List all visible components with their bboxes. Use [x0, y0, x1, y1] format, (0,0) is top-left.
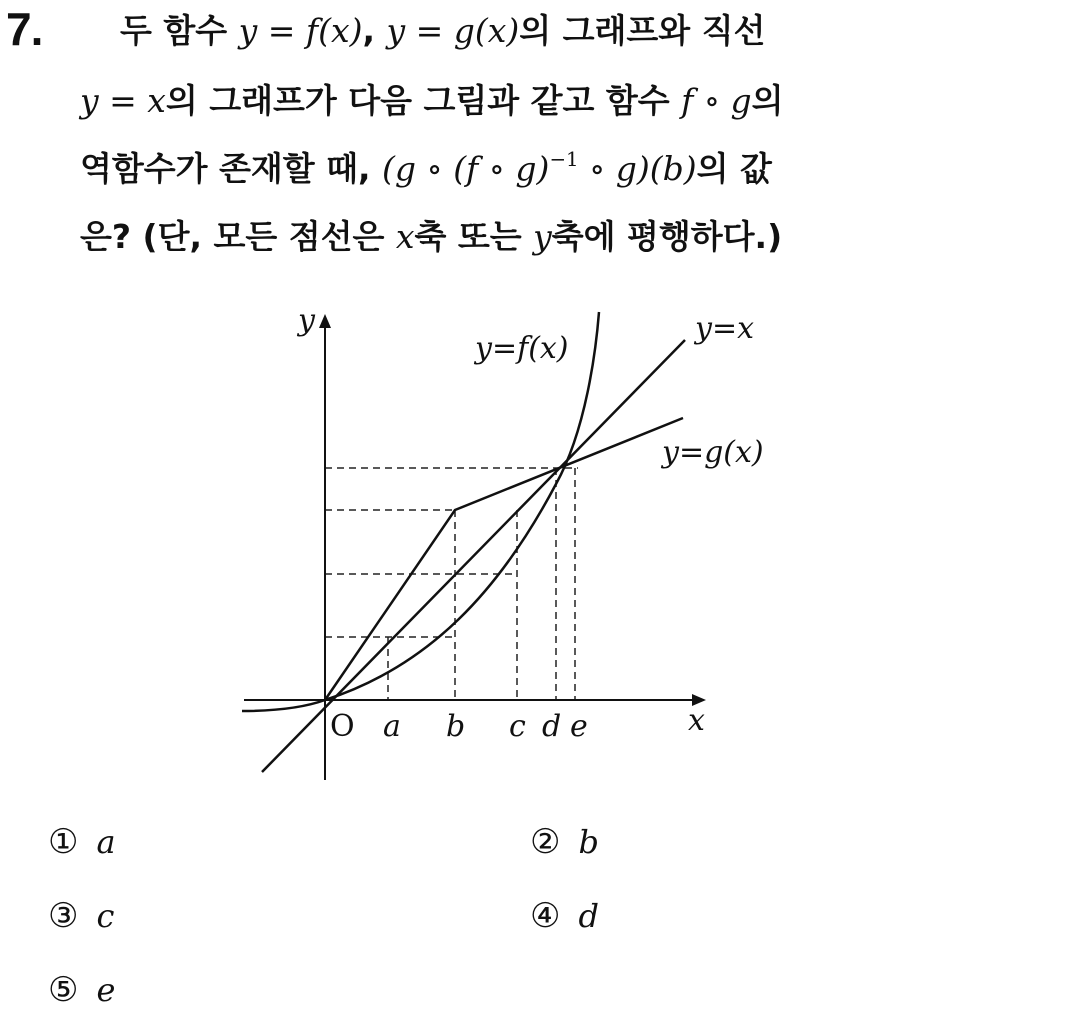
curve-f	[242, 312, 599, 711]
origin-label: O	[330, 709, 355, 744]
text: 의 그래프와 직선	[519, 11, 766, 50]
choice-value: c	[96, 897, 115, 935]
choice-value: e	[96, 971, 116, 1009]
x-axis-label: x	[688, 703, 705, 738]
tick-e: e	[570, 709, 588, 744]
y-axis-label: y	[298, 303, 315, 338]
math: ∘ g)(b)	[578, 149, 697, 188]
question-number: 7.	[6, 3, 43, 55]
y-axis-arrow	[319, 314, 331, 328]
curve-g	[325, 418, 683, 700]
tick-a: a	[383, 709, 401, 744]
math-superscript: −1	[549, 148, 579, 172]
choice-number: ①	[48, 822, 79, 862]
text: 의	[751, 81, 784, 120]
line-y-equals-x-label: y=x	[695, 311, 755, 346]
choice-number: ②	[530, 822, 561, 862]
choice-value: a	[96, 823, 116, 861]
choice-3[interactable]	[48, 896, 114, 936]
tick-b: b	[446, 709, 466, 744]
tick-c: c	[509, 709, 526, 744]
math: y = x	[80, 81, 166, 120]
curve-g-label: y=g(x)	[662, 435, 764, 470]
question-line-4	[80, 214, 782, 260]
choice-4[interactable]	[530, 896, 599, 936]
choice-value: b	[578, 823, 599, 861]
choice-5[interactable]	[48, 970, 115, 1010]
text: 의 그래프가 다음 그림과 같고 함수	[165, 81, 682, 120]
dashed-guides	[325, 468, 578, 700]
text: 역함수가 존재할 때,	[80, 149, 383, 188]
text: 은? (단, 모든 점선은	[80, 217, 396, 256]
choice-number: ③	[48, 896, 79, 936]
tick-d: d	[542, 709, 562, 744]
math: (g ∘ (f ∘ g)	[382, 149, 550, 188]
curves	[242, 312, 685, 772]
math: f ∘ g	[681, 81, 752, 120]
text: ,	[362, 11, 387, 50]
choice-number: ④	[530, 896, 561, 936]
math: y = f(x)	[238, 11, 363, 50]
question-line-1	[120, 8, 765, 54]
text: 축에 평행하다.)	[551, 217, 783, 256]
choice-value: d	[578, 897, 599, 935]
choice-2[interactable]	[530, 822, 599, 862]
choice-number: ⑤	[48, 970, 79, 1010]
text: 의 값	[696, 149, 772, 188]
function-graph	[230, 290, 810, 790]
curve-f-label: y=f(x)	[475, 331, 569, 366]
math: y	[533, 217, 552, 256]
text: 두 함수	[120, 11, 239, 50]
choice-1[interactable]	[48, 822, 116, 862]
question-line-3	[80, 146, 772, 192]
question-line-2	[80, 78, 784, 124]
math: y = g(x)	[386, 11, 520, 50]
math: x	[395, 217, 415, 256]
text: 축 또는	[414, 217, 534, 256]
axes	[244, 322, 698, 780]
